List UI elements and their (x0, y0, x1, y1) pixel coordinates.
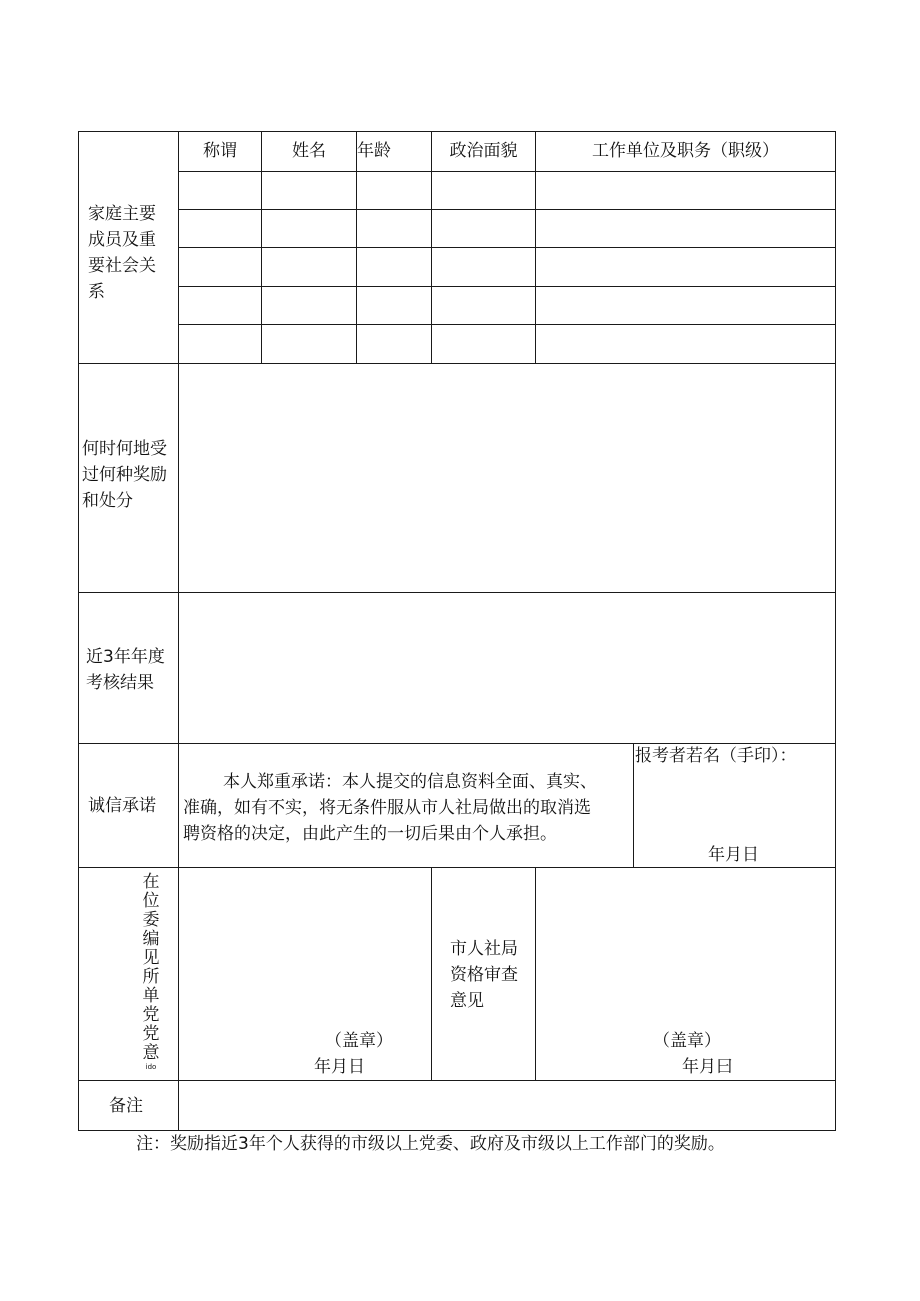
remarks-field[interactable] (179, 1081, 835, 1130)
unit-opinion-label: 在 位 委 编 见 所 单 党 党 意 ido (142, 872, 160, 1071)
unit-opinion-date: 年月日 (314, 1057, 365, 1077)
table-border-right (835, 131, 836, 1131)
family-row-1[interactable] (179, 172, 835, 209)
header-political-status: 政治面貌 (449, 141, 518, 161)
hr-review-label: 市人社局 资格审查 意见 (450, 939, 518, 1011)
integrity-label: 诚信承诺 (88, 796, 156, 816)
hr-review-date: 年月曰 (682, 1057, 733, 1077)
header-age: 年龄 (357, 141, 391, 161)
signature-field[interactable] (634, 771, 835, 837)
hr-seal-label: （盖章） (653, 1031, 721, 1051)
remarks-label: 备注 (109, 1096, 143, 1116)
assessment-field[interactable] (179, 593, 835, 743)
table-border-left (78, 131, 79, 1131)
header-relation: 称谓 (203, 141, 237, 161)
family-row-2[interactable] (179, 210, 835, 247)
footnote: 注：奖励指近3年个人获得的市级以上党委、政府及市级以上工作部门的奖励。 (136, 1134, 725, 1154)
family-row-5[interactable] (179, 325, 835, 363)
assessment-label: 近3年年度 考核结果 (86, 647, 165, 693)
header-work-unit: 工作单位及职务（职级） (592, 141, 779, 161)
family-row-4[interactable] (179, 287, 835, 324)
family-label: 家庭主要 成员及重 要社会关 系 (88, 204, 156, 302)
unit-opinion-field[interactable] (179, 868, 431, 1018)
rewards-field[interactable] (179, 364, 835, 592)
signature-label: 报考者若名（手印）： (635, 746, 797, 766)
unit-seal-label: （盖章） (325, 1031, 393, 1051)
registration-form-table (78, 131, 836, 1131)
family-row-3[interactable] (179, 248, 835, 286)
hr-review-field[interactable] (536, 868, 835, 1018)
rewards-label: 何时何地受 过何种奖励 和处分 (82, 439, 167, 511)
integrity-pledge-text: 本人郑重承诺：本人提交的信息资料全面、真实、 准确，如有不实，将无条件服从市人社局做出的取消选 聘资格的决定，由此产生的一切后果由个人承担。 (183, 772, 597, 844)
table-border-top (78, 131, 836, 132)
header-name: 姓名 (292, 141, 326, 161)
integrity-date: 年月日 (708, 845, 759, 865)
opinion-column-divider (431, 867, 432, 1080)
